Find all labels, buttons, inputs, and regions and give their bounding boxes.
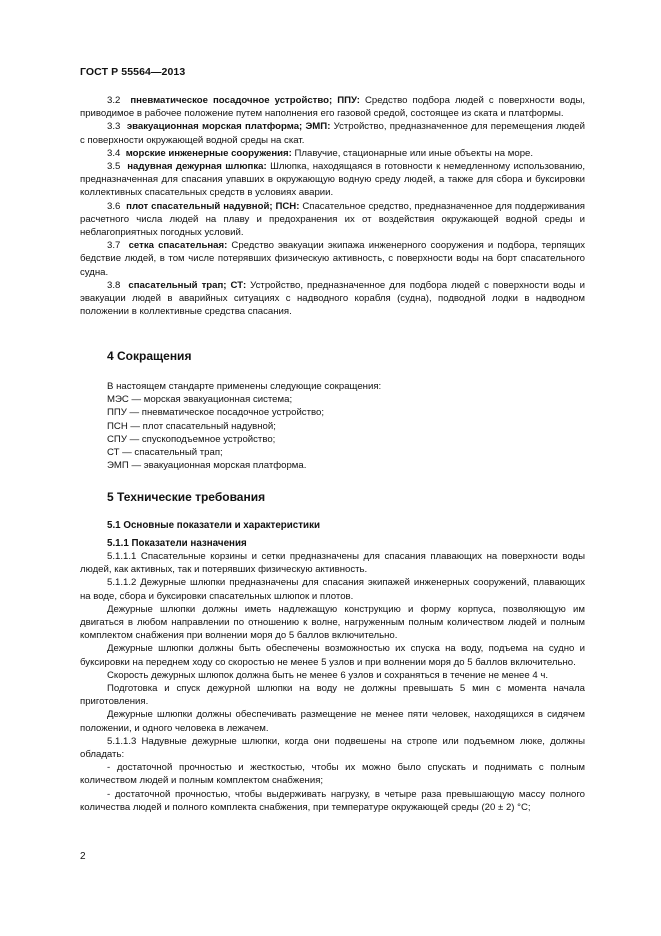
abbreviations-section [80, 380, 585, 472]
paragraph: Дежурные шлюпки должны иметь надлежащую конструкцию и форму корпуса, позволяющую им двигаться в любом направлении по отношению к волне, нагруженным полным количеством людей и полным комплектом снабжения при волнении моря до 5 баллов включительно. [80, 603, 585, 642]
page-number: 2 [80, 851, 86, 862]
terms-section [80, 94, 585, 318]
paragraph: 5.1.1.1 Спасательные корзины и сетки предназначены для спасания плавающих на поверхности воды людей, как активных, так и потерявших физическую активность. [80, 551, 585, 576]
paragraph: - достаточной прочностью и жесткостью, чтобы их можно было спускать и поднимать с полным количеством людей и полным комплектом снабжения; [80, 762, 585, 787]
paragraph: Дежурные шлюпки должны обеспечивать размещение не менее пяти человек, находящихся в сидячем положении, и одного человека в лежачем. [80, 709, 585, 734]
term-3-3: 3.3 эвакуационная морская платформа; ЭМП: Устройство, предназначенное для перемещения людей с поверхности окружающей водной среды на скат. [80, 121, 585, 146]
section-4-title: 4 Сокращения [107, 349, 192, 363]
abbreviations-intro: В настоящем стандарте применены следующие сокращения: [107, 381, 382, 392]
section-5-title: 5 Технические требования [107, 490, 266, 504]
term-3-4: 3.4 морские инженерные сооружения: Плавучие, стационарные или иные объекты на море. [107, 147, 534, 159]
term-3-8: 3.8 спасательный трап; СТ: Устройство, предназначенное для подбора людей с поверхности воды и эвакуации людей в аварийных ситуациях с надводного корабля (судна), подводной лодки в надводном положении в коллективные средства спасания. [80, 279, 585, 318]
paragraph: Дежурные шлюпки должны быть обеспечены возможностью их спуска на воду, подъема на судно и буксировки на переднем ходу со скоростью не менее 5 узлов и при волнении моря до 5 баллов включительно. [80, 643, 585, 668]
paragraph: Подготовка и спуск дежурной шлюпки на воду не должны превышать 5 мин с момента начала приготовления. [80, 683, 585, 708]
abbreviation-item: ПСН — плот спасательный надувной; [107, 420, 276, 432]
document-header: ГОСТ Р 55564—2013 [80, 66, 186, 78]
abbreviation-item: СТ — спасательный трап; [107, 447, 223, 459]
abbreviation-item: СПУ — спускоподъемное устройство; [107, 433, 276, 445]
term-3-5: 3.5 надувная дежурная шлюпка: Шлюпка, находящаяся в готовности к немедленному использованию, предназначенная для спасания упавших в окружающую водную среду людей, а также для сбора и буксировки коллективных спасательных средств в условиях аварии. [80, 161, 585, 199]
abbreviation-item: МЭС — морская эвакуационная система; [107, 394, 293, 406]
section-5-1-title: 5.1 Основные показатели и характеристики [107, 520, 320, 531]
term-3-6: 3.6 плот спасательный надувной; ПСН: Спасательное средство, предназначенное для поддерживания расчетного числа людей на плаву и предохранения их от воздействия окружающей водной среды и неблагоприятных погодных условий. [80, 200, 585, 239]
requirements-section [80, 550, 585, 814]
term-3-7: 3.7 сетка спасательная: Средство эвакуации экипажа инженерного сооружения и подбора, терпящих бедствие людей, в том числе потерявших физическую активность, с поверхности воды на борт спасательного судна. [80, 240, 585, 278]
term-3-2: 3.2 пневматическое посадочное устройство; ППУ: Средство подбора людей с поверхности воды, приводимое в рабочее положение путем наполнения его газовой средой, состоящее из ската и платформы. [80, 95, 586, 120]
abbreviation-item: ППУ — пневматическое посадочное устройство; [107, 407, 324, 419]
paragraph: 5.1.1.2 Дежурные шлюпки предназначены для спасания экипажей инженерных сооружений, плавающих на воде, сбора и буксировки спасательных шлюпок и плотов. [80, 577, 585, 602]
abbreviation-item: ЭМП — эвакуационная морская платформа. [107, 460, 307, 472]
paragraph: Скорость дежурных шлюпок должна быть не менее 6 узлов и сохраняться в течение не менее 4 ч. [107, 669, 549, 681]
paragraph: - достаточной прочностью, чтобы выдерживать нагрузку, в четыре раза превышающую массу полного количества людей и полного комплекта снабжения, при температуре окружающей среды (20 ± 2) °С; [80, 788, 585, 813]
paragraph: 5.1.1.3 Надувные дежурные шлюпки, когда они подвешены на стропе или подъемном люке, должны обладать: [80, 735, 585, 761]
section-5-1-1-title: 5.1.1 Показатели назначения [107, 538, 247, 549]
